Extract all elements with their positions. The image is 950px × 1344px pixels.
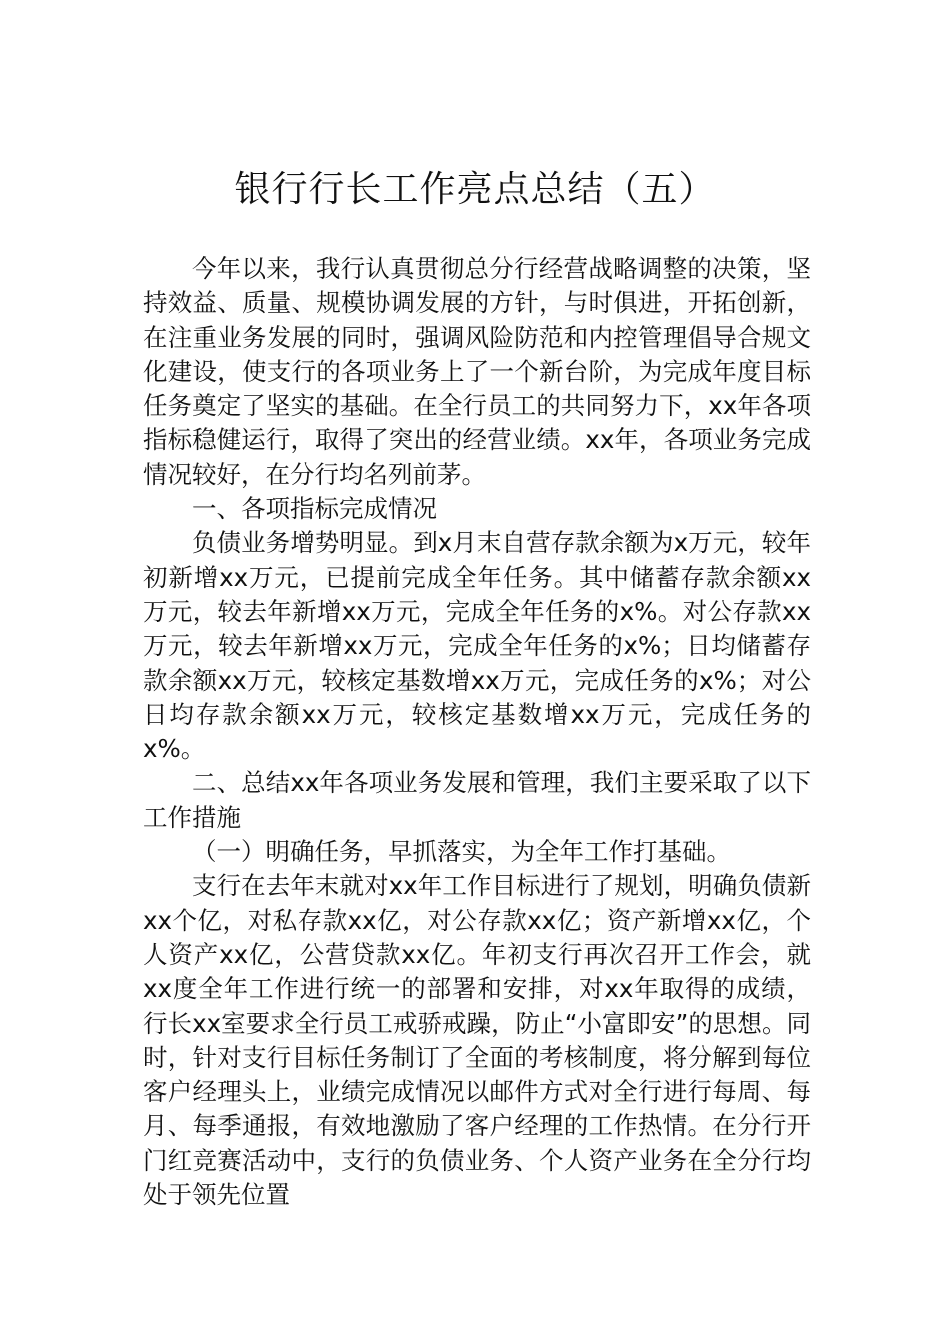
paragraph-liabilities: 负债业务增势明显。到x月末自营存款余额为x万元，较年初新增xx万元，已提前完成全年任务。其中储蓄存款余额xx万元，较去年新增xx万元，完成全年任务的x%。对公存款xx万元，较去年新增xx万元，完成全年任务的x%；日均储蓄存款余额xx万元，较核定基数增xx万元，完成任务的x%；对公日均存款余额xx万元，较核定基数增xx万元，完成任务的x%。 [143,528,811,764]
paragraph-intro: 今年以来，我行认真贯彻总分行经营战略调整的决策，坚持效益、质量、规模协调发展的方针，与时俱进，开拓创新，在注重业务发展的同时，强调风险防范和内控管理倡导合规文化建设，使支行的各项业务上了一个新台阶，为完成年度目标任务奠定了坚实的基础。在全行员工的共同努力下，xx年各项指标稳健运行，取得了突出的经营业绩。xx年，各项业务完成情况较好，在分行均名列前茅。 [143,254,811,489]
document-title: 银行行长工作亮点总结（五） [234,169,716,210]
section-heading-2: 二、总结xx年各项业务发展和管理，我们主要采取了以下工作措施 [143,768,811,832]
paragraph-planning: 支行在去年末就对xx年工作目标进行了规划，明确负债新xx个亿，对私存款xx亿，对公存款xx亿；资产新增xx亿，个人资产xx亿，公营贷款xx亿。年初支行再次召开工作会，就xx度全年工作进行统一的部署和安排，对xx年取得的成绩，行长xx室要求全行员工戒骄戒躁，防止“小富即安”的思想。同时，针对支行目标任务制订了全面的考核制度，将分解到每位客户经理头上，业绩完成情况以邮件方式对全行进行每周、每月、每季通报，有效地激励了客户经理的工作热情。在分行开门红竞赛活动中，支行的负债业务、个人资产业务在全分行均处于领先位置 [143,871,811,1210]
subsection-heading-1: （一）明确任务，早抓落实，为全年工作打基础。 [192,837,731,867]
document-body [143,252,811,1212]
section-heading-1: 一、各项指标完成情况 [192,494,437,524]
